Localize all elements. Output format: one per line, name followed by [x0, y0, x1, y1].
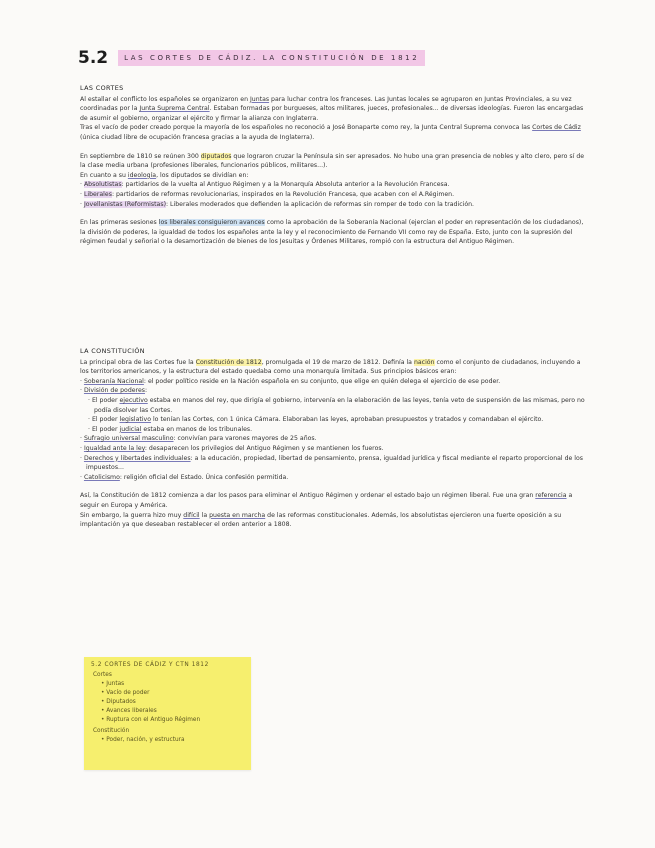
cortes-paragraph-4: En cuanto a su ideología, los diputados se dividían en:: [80, 171, 249, 179]
constitucion-heading: LA CONSTITUCIÓN: [80, 347, 145, 355]
principio-item: · Soberanía Nacional: el poder político reside en la Nación española en su conjunto, que elige en quién delega el ejercicio de ese poder.: [80, 377, 501, 385]
constitucion-section: [80, 347, 585, 530]
principio-item: · División de poderes:: [80, 387, 148, 395]
sticky-item: • Diputados: [101, 699, 136, 705]
sticky-note-summary: [84, 657, 251, 770]
page-header: [78, 48, 425, 68]
avances-term: los liberales consiguieron avances: [158, 219, 265, 227]
cortes-paragraph-5: En las primeras sesiones los liberales consiguieron avances como la aprobación de la Soberanía Nacional (ejercían el poder en representación de los ciudadanos), la división de poderes, la igualdad de todos los españoles ante la ley y el reconocimiento de Fernando VII como rey de España. Esto, junto con la supresión del régimen feudal y señorial o la desamortización de bienes de los Jesuitas y Órdenes Militares, rompió con la estructura del Antiguo Régimen.: [80, 219, 584, 246]
section-number: 5.2: [78, 48, 109, 68]
sticky-item: • Juntas: [101, 681, 125, 687]
constitucion-paragraph-1: La principal obra de las Cortes fue la Constitución de 1812, promulgada el 19 de marzo de 1812. Definía la nación como el conjunto de ciudadanos, incluyendo a los territorios americanos, y la estructura del estado quedaba como una monarquía limitada. Sus principios básicos eran:: [80, 358, 581, 376]
cortes-cadiz-term: Cortes de Cádiz: [532, 124, 581, 132]
ideologia-item: · Jovellanistas (Reformistas): Liberales moderados que defienden la aplicación de reformas sin romper de todo con la tradición.: [80, 200, 474, 208]
cortes-paragraph-1: Al estallar el conflicto los españoles se organizaron en Juntas para luchar contra los franceses. Las Juntas locales se agruparon en Juntas Provinciales, a su vez coordinadas por la Junta Suprema Central. Estaban formadas por burgueses, altos militares, jueces, profesionales... de diversas ideologías. Fueron las encargadas de asumir el gobierno, organizar el ejército y firmar la alianza con Inglaterra.: [80, 95, 584, 122]
puesta-marcha-term: puesta en marcha: [209, 511, 266, 519]
constitucion-term: Constitución de 1812: [195, 358, 262, 366]
sticky-title: 5.2 CORTES DE CÁDIZ Y CTN 1812: [91, 662, 209, 668]
sticky-item: • Vacío de poder: [101, 690, 150, 696]
referencia-term: referencia: [535, 492, 567, 500]
sticky-item: • Poder, nación, y estructura: [101, 737, 185, 743]
constitucion-paragraph-2: Así, la Constitución de 1812 comienza a dar los pasos para eliminar el Antiguo Régimen y ordenar el estado bajo un régimen liberal. Fue una gran referencia a seguir en Europa y América.: [80, 492, 573, 509]
ideologia-term: ideología: [127, 171, 157, 179]
principio-item: · Catolicismo: religión oficial del Estado. Única confesión permitida.: [80, 473, 289, 481]
cortes-heading: LAS CORTES: [80, 84, 124, 92]
sticky-subheading: Cortes: [93, 672, 112, 678]
sticky-item: • Avances liberales: [101, 708, 157, 714]
section-title: LAS CORTES DE CÁDIZ. LA CONSTITUCIÓN DE 1812: [118, 50, 425, 66]
junta-term: Juntas: [249, 95, 270, 103]
ideologia-item: · Liberales: partidarios de reformas revolucionarias, inspirados en la Revolución Francesa, que acaben con el A.Régimen.: [80, 190, 455, 198]
cortes-section: [80, 84, 585, 247]
principio-item: · Igualdad ante la ley: desaparecen los privilegios del Antiguo Régimen y se mantienen los fueros.: [80, 444, 384, 452]
sticky-subheading: Constitución: [93, 728, 130, 734]
principio-item: · Derechos y libertades individuales: a la educación, propiedad, libertad de pensamiento, prensa, igualdad jurídica y fiscal mediante el reparto proporcional de los impuestos...: [80, 454, 584, 472]
cortes-paragraph-2: Tras el vacío de poder creado porque la mayoría de los españoles no reconoció a José Bonaparte como rey, la Junta Central Suprema convoca las Cortes de Cádiz (única ciudad libre de ocupación francesa gracias a la ayuda de Inglaterra).: [80, 124, 581, 141]
ideologia-item: · Absolutistas: partidarios de la vuelta al Antiguo Régimen y a la Monarquía Absoluta anterior a la Revolución Francesa.: [80, 181, 450, 189]
poder-item: · El poder ejecutivo estaba en manos del rey, que dirigía el gobierno, intervenía en la elaboración de las leyes, tenía veto de suspensión de las mismas, pero no podía disolver las Cortes.: [88, 396, 585, 414]
cortes-paragraph-3: En septiembre de 1810 se reúnen 300 diputados que lograron cruzar la Península sin ser apresados. No hubo una gran presencia de nobles y alto clero, pero sí de la clase media urbana (profesiones liberales, funcionarios públicos, militares...).: [80, 152, 585, 170]
diputados-term: diputados: [200, 152, 232, 160]
poder-item: · El poder judicial estaba en manos de los tribunales.: [88, 425, 253, 433]
nacion-term: nación: [413, 358, 435, 366]
principio-item: · Sufragio universal masculino: convivían para varones mayores de 25 años.: [80, 435, 317, 443]
poder-item: · El poder legislativo lo tenían las Cortes, con 1 única Cámara. Elaboraban las leyes, aprobaban presupuestos y tratados y comandaban el ejército.: [88, 416, 544, 424]
constitucion-paragraph-3: Sin embargo, la guerra hizo muy difícil la puesta en marcha de las reformas constitucionales. Además, los absolutistas ejercieron una fuerte oposición a su implantación ya que deseaban restablecer el orden anterior a 1808.: [80, 511, 562, 529]
junta-suprema-term: Junta Suprema Central: [139, 105, 210, 113]
sticky-item: • Ruptura con el Antiguo Régimen: [101, 717, 201, 723]
dificil-term: difícil: [183, 511, 200, 519]
